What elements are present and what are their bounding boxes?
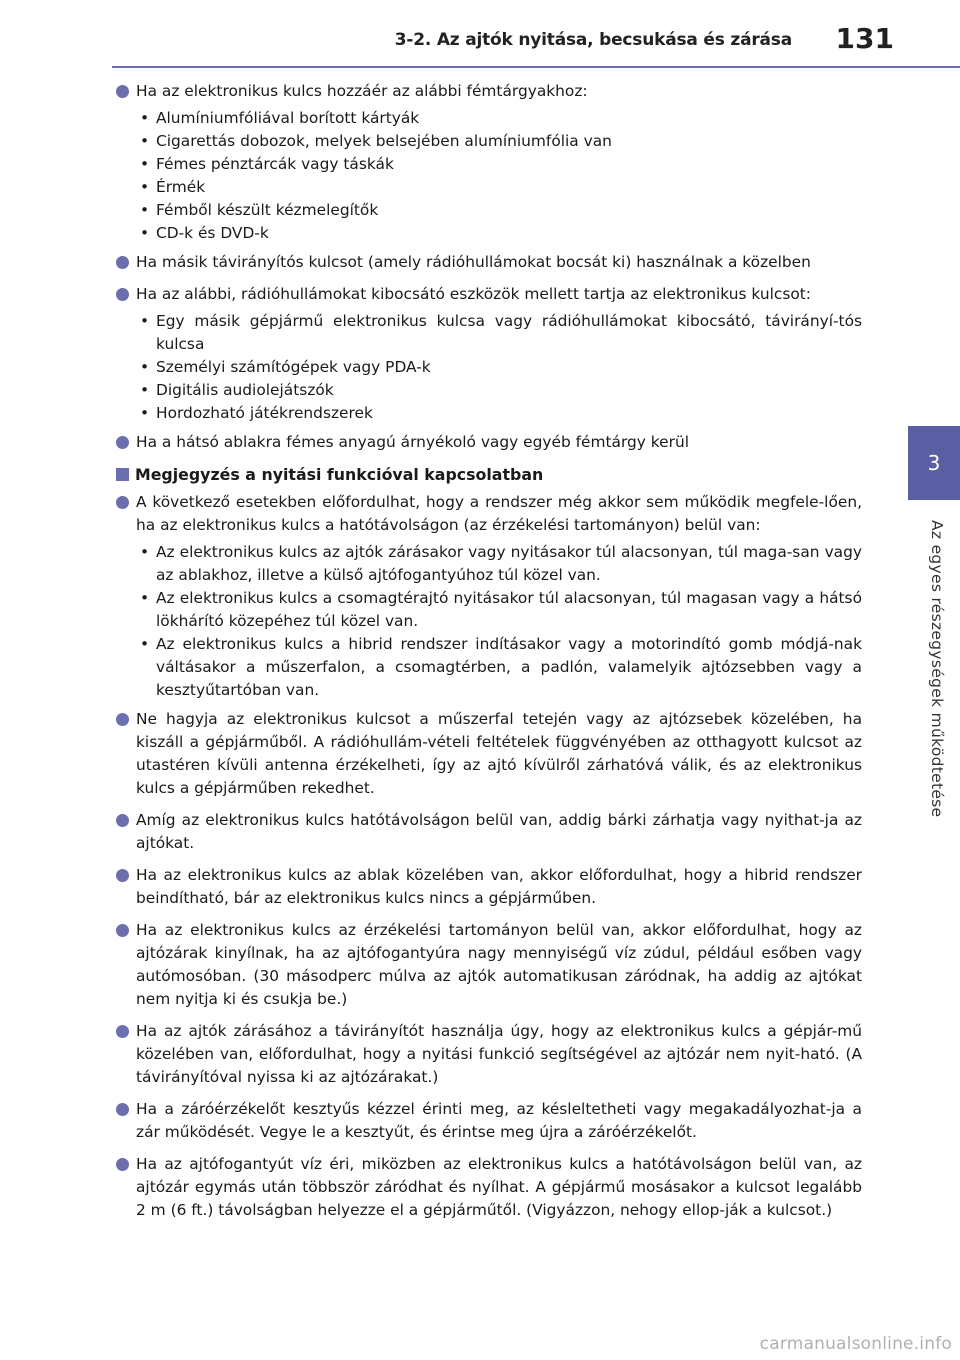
bullet-dot-icon (116, 814, 129, 827)
bullet-item (116, 809, 862, 855)
bullet-item (116, 283, 862, 306)
sub-bullet-icon: • (140, 543, 150, 561)
page-content (116, 80, 862, 1231)
bullet-dot-icon (116, 85, 129, 98)
sub-list-item (136, 402, 862, 425)
bullet-dot-icon (116, 1103, 129, 1116)
bullet-text: Ha a záróérzékelőt kesztyűs kézzel érinti meg, az késleltetheti vagy megakadályozhat-ja a zár működését. Vegye le a kesztyűt, és érintse meg újra a záróérzékelőt. (136, 1100, 862, 1141)
bullet-item (116, 251, 862, 274)
bullet-dot-icon (116, 256, 129, 269)
bullet-text: Ha az ajtók zárásához a távirányítót használja úgy, hogy az elektronikus kulcs a gépjár-mű közelében van, előfordulhat, hogy a nyitási funkció segítségével az ajtózár nem nyit-ható. (A távirányítóval nyissa ki az ajtózárakat.) (136, 1022, 862, 1086)
header-rule (112, 66, 960, 68)
sub-item-text: Fémes pénztárcák vagy táskák (156, 155, 394, 173)
sub-item-text: Az elektronikus kulcs a hibrid rendszer indításakor vagy a motorindító gomb módjá-nak váltásakor a műszerfalon, a csomagtérben, a padlón, valamelyik ajtózsebben vagy a kesztyűtartóban van. (156, 635, 862, 699)
bullet-dot-icon (116, 1025, 129, 1038)
bullet-item (116, 491, 862, 537)
sub-item-text: Személyi számítógépek vagy PDA-k (156, 358, 431, 376)
bullet-item (116, 864, 862, 910)
bullet-text: Ha másik távirányítós kulcsot (amely rádióhullámokat bocsát ki) használnak a közelben (136, 253, 811, 271)
sub-list-item (136, 356, 862, 379)
bullet-dot-icon (116, 288, 129, 301)
sub-list-item (136, 199, 862, 222)
sub-list (136, 541, 862, 702)
section-square-icon (116, 468, 129, 481)
sub-item-text: Fémből készült kézmelegítők (156, 201, 379, 219)
sub-list (136, 310, 862, 425)
sub-item-text: Az elektronikus kulcs a csomagtérajtó nyitásakor túl alacsonyan, túl magasan vagy a hátsó lökhárító közepéhez túl közel van. (156, 589, 862, 630)
sub-list (136, 107, 862, 245)
bullet-dot-icon (116, 1158, 129, 1171)
bullet-text: Ha a hátsó ablakra fémes anyagú árnyékoló vagy egyéb fémtárgy kerül (136, 433, 689, 451)
bullet-item (116, 1153, 862, 1222)
bullet-item (116, 431, 862, 454)
bullet-dot-icon (116, 924, 129, 937)
bullet-item (116, 1098, 862, 1144)
bullet-text: Ha az ajtófogantyút víz éri, miközben az elektronikus kulcs a hatótávolságon belül van, az ajtózár egymás után többször záródhat és nyílhat. A gépjármű mosásakor a kulcsot legalább 2 m (6 ft.) távolságban helyezze el a gépjárműtől. (Vigyázzon, nehogy ellop-ják a kulcsot.) (136, 1155, 862, 1219)
sub-list-item (136, 153, 862, 176)
sub-list-item (136, 130, 862, 153)
sub-list-item (136, 633, 862, 702)
bullet-text: Ha az alábbi, rádióhullámokat kibocsátó eszközök mellett tartja az elektronikus kulcsot: (136, 285, 811, 303)
bullet-item (116, 80, 862, 103)
bullet-text: Ne hagyja az elektronikus kulcsot a műszerfal tetején vagy az ajtózsebek közelében, ha kiszáll a gépjárműből. A rádióhullám-vételi feltételek függvényében az otthagyott kulcsot az utastéren kívüli antenna érzékelheti, így az ajtó kívülről zárhatóvá válik, és az elektronikus kulcs a gépjárműben rekedhet. (136, 710, 862, 797)
sub-bullet-icon: • (140, 358, 150, 376)
sub-list-item (136, 107, 862, 130)
sub-list-item (136, 379, 862, 402)
bullet-dot-icon (116, 496, 129, 509)
sub-bullet-icon: • (140, 312, 150, 330)
section-heading-text: Megjegyzés a nyitási funkcióval kapcsolatban (135, 465, 544, 484)
chapter-title: 3-2. Az ajtók nyitása, becsukása és zárása (394, 30, 792, 50)
sub-item-text: Érmék (156, 178, 206, 196)
bullet-item (116, 919, 862, 1011)
section-heading (116, 463, 862, 486)
chapter-tab: 3 (908, 426, 960, 500)
sub-bullet-icon: • (140, 132, 150, 150)
sub-bullet-icon: • (140, 589, 150, 607)
bullet-item (116, 1020, 862, 1089)
sub-bullet-icon: • (140, 224, 150, 242)
bullet-text: Ha az elektronikus kulcs hozzáér az alábbi fémtárgyakhoz: (136, 82, 588, 100)
sub-bullet-icon: • (140, 404, 150, 422)
page-header (0, 0, 960, 70)
bullet-item (116, 708, 862, 800)
bullet-text: Ha az elektronikus kulcs az ablak közelében van, akkor előfordulhat, hogy a hibrid rendszer beindítható, bár az elektronikus kulcs nincs a gépjárműben. (136, 866, 862, 907)
sub-bullet-icon: • (140, 178, 150, 196)
sub-item-text: Digitális audiolejátszók (156, 381, 334, 399)
sub-item-text: Hordozható játékrendszerek (156, 404, 373, 422)
bullet-dot-icon (116, 713, 129, 726)
bullet-dot-icon (116, 869, 129, 882)
sub-item-text: Egy másik gépjármű elektronikus kulcsa vagy rádióhullámokat kibocsátó, távirányí-tós kulcsa (156, 312, 862, 353)
sub-item-text: Cigarettás dobozok, melyek belsejében alumíniumfólia van (156, 132, 612, 150)
sub-bullet-icon: • (140, 155, 150, 173)
sub-list-item (136, 587, 862, 633)
bullet-text: Amíg az elektronikus kulcs hatótávolságon belül van, addig bárki zárhatja vagy nyithat-ja az ajtókat. (136, 811, 862, 852)
sub-bullet-icon: • (140, 201, 150, 219)
bullet-text: Ha az elektronikus kulcs az érzékelési tartományon belül van, akkor előfordulhat, hogy az ajtózárak kinyílnak, ha az ajtófogantyúra nagy mennyiségű víz zúdul, például esőben vagy autómosóban. (30 másodperc múlva az ajtók automatikusan záródnak, ha addig az ajtókat nem nyitja ki és csukja be.) (136, 921, 862, 1008)
sub-list-item (136, 310, 862, 356)
sub-list-item (136, 222, 862, 245)
chapter-side-label: Az egyes részegységek működtetése (928, 520, 946, 818)
sub-list-item (136, 176, 862, 199)
sub-bullet-icon: • (140, 635, 150, 653)
sub-bullet-icon: • (140, 109, 150, 127)
sub-item-text: Az elektronikus kulcs az ajtók zárásakor vagy nyitásakor túl alacsonyan, túl maga-san vagy az ablakhoz, illetve a külső ajtófogantyúhoz túl közel van. (156, 543, 862, 584)
sub-item-text: CD-k és DVD-k (156, 224, 269, 242)
sub-bullet-icon: • (140, 381, 150, 399)
watermark: carmanualsonline.info (759, 1334, 952, 1354)
bullet-text: A következő esetekben előfordulhat, hogy a rendszer még akkor sem működik megfele-lően, ha az elektronikus kulcs a hatótávolságon (az érzékelési tartományon) belül van: (136, 493, 862, 534)
sub-list-item (136, 541, 862, 587)
sub-item-text: Alumíniumfóliával borított kártyák (156, 109, 420, 127)
bullet-dot-icon (116, 436, 129, 449)
page-number: 131 (835, 22, 894, 55)
